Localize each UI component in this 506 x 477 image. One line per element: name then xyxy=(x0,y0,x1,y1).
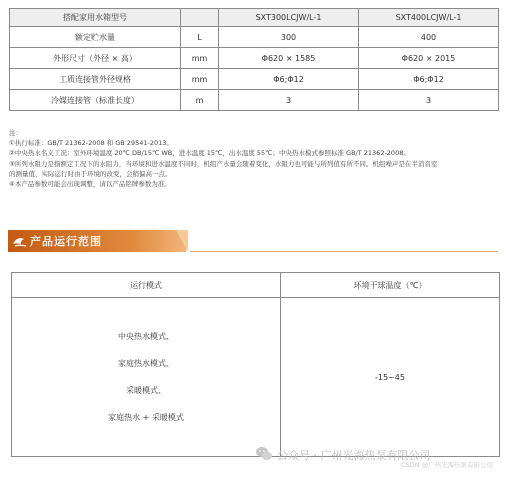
notes xyxy=(9,128,479,189)
list-item: 家庭热水模式、 xyxy=(118,359,174,368)
divider xyxy=(190,251,498,252)
spec-label: 工质连接管外径规格 xyxy=(10,69,181,90)
spec-label: 冷媒连接管（标准长度） xyxy=(10,90,181,111)
spec-header-model-2: SXT400LCJW/L-1 xyxy=(359,9,499,27)
range-table xyxy=(11,272,500,457)
spec-header-label: 搭配家用水箱型号 xyxy=(10,9,181,27)
spec-value: Φ6;Φ12 xyxy=(219,69,359,90)
table-row xyxy=(12,298,500,457)
list-item: 家庭热水 + 采暖模式 xyxy=(108,413,184,422)
range-header-temp: 环境干球温度（℃） xyxy=(281,273,500,298)
range-value: -15~45 xyxy=(281,298,500,457)
note-line: ④本产品参数可能会出现调整，请以产品铭牌参数为准。 xyxy=(9,180,171,189)
section-title: 产品运行范围 xyxy=(30,235,102,248)
table-row xyxy=(10,48,499,69)
notes-title: 注： xyxy=(9,129,22,137)
spec-value: 300 xyxy=(219,27,359,48)
spec-label: 外形尺寸（外径 × 高） xyxy=(10,48,181,69)
section-banner xyxy=(0,225,506,257)
spec-value: Φ620 × 2015 xyxy=(359,48,499,69)
wave-icon xyxy=(12,233,28,249)
spec-value: Φ6;Φ12 xyxy=(359,69,499,90)
note-line: ①执行标准：GB/T 21362-2008 和 GB 29541-2013。 xyxy=(9,139,173,148)
range-header-mode: 运行模式 xyxy=(12,273,281,298)
spec-header-row xyxy=(10,9,499,27)
table-row xyxy=(10,69,499,90)
spec-header-unit xyxy=(181,9,219,27)
wechat-icon xyxy=(255,445,273,463)
spec-value: Φ620 × 1585 xyxy=(219,48,359,69)
note-line: ③所列水阻力是指额定工况下的水阻力，当环境和进水温度不同时，机组产水量会随着变化，水阻力也可能与所列值有所不同。机组噪声是在半消音室 xyxy=(9,159,438,168)
list-item: 采暖模式、 xyxy=(126,386,166,395)
spec-unit: mm xyxy=(181,69,219,90)
spec-unit: L xyxy=(181,27,219,48)
spec-value: 3 xyxy=(219,90,359,111)
spec-unit: m xyxy=(181,90,219,111)
spec-value: 3 xyxy=(359,90,499,111)
note-line: ②中央热水名义工况：室外环境温度 20℃ DB/15℃ WB，进水温度 15℃，出水温度 55℃；中央热水模式参照标准 GB/T 21362-2008。 xyxy=(9,149,410,158)
note-line: 的测量值，实际运行时由于环境的改变，会稍偏高一点。 xyxy=(9,169,172,178)
list-item: 中央热水模式、 xyxy=(118,332,174,341)
table-row xyxy=(10,90,499,111)
spec-table xyxy=(9,8,499,111)
table-row xyxy=(10,27,499,48)
watermark-sub: CSDN @广州光海热泵有限公司 xyxy=(401,461,494,469)
mode-list xyxy=(12,298,281,457)
spec-value: 400 xyxy=(359,27,499,48)
spec-label: 额定贮水量 xyxy=(10,27,181,48)
range-header-row xyxy=(12,273,500,298)
watermark: 公众号 · 广州光海热泵有限公司 xyxy=(277,449,431,462)
spec-unit: mm xyxy=(181,48,219,69)
spec-header-model-1: SXT300LCJW/L-1 xyxy=(219,9,359,27)
